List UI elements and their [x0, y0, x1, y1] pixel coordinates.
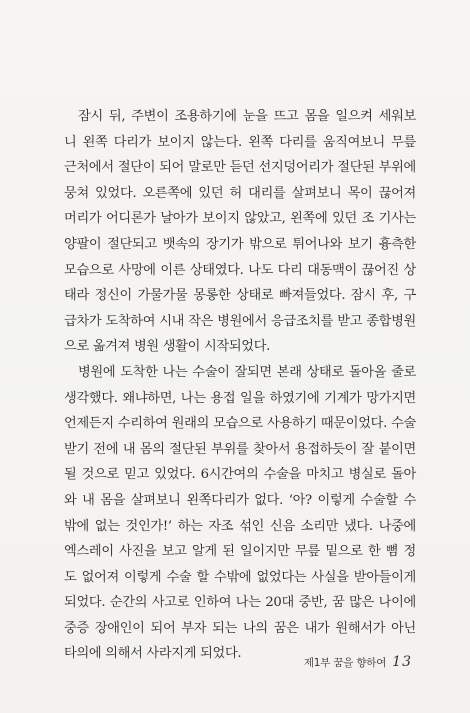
- text-line: 될 것으로 믿고 있었다. 6시간여의 수술을 마치고 병실로 돌아: [64, 467, 416, 483]
- text-line: 뭉쳐 있었다. 오른쪽에 있던 허 대리를 살펴보니 목이 끊어져: [64, 185, 416, 201]
- text-line: 와 내 몸을 살펴보니 왼쪽다리가 없다. ‘아? 이렇게 수술할 수: [64, 492, 416, 508]
- text-line: 니 왼쪽 다리가 보이지 않는다. 왼쪽 다리를 움직여보니 무릎: [64, 134, 416, 150]
- page-number: 13: [392, 654, 412, 670]
- text-line: 으로 옮겨져 병원 생활이 시작되었다.: [64, 339, 271, 355]
- text-line: 급차가 도착하여 시내 작은 병원에서 응급조치를 받고 종합병원: [64, 313, 416, 329]
- text-line: 태라 정신이 가물가물 몽롱한 상태로 빠져들었다. 잠시 후, 구: [64, 288, 416, 304]
- text-line: 밖에 없는 것인가!’ 하는 자조 섞인 신음 소리만 냈다. 나중에: [64, 518, 416, 534]
- text-line: 도 없어져 이렇게 수술 할 수밖에 없었다는 사실을 받아들이게: [64, 569, 416, 585]
- text-line: 근처에서 절단이 되어 말로만 듣던 선지덩어리가 절단된 부위에: [64, 160, 416, 176]
- paragraph-2: [64, 360, 416, 667]
- text-line: 타의에 의해서 사라지게 되었다.: [64, 646, 242, 662]
- text-line: 되었다. 순간의 사고로 인하여 나는 20대 중반, 꿈 많은 나이에: [64, 595, 416, 611]
- text-line: 병원에 도착한 나는 수술이 잘되면 본래 상태로 돌아올 줄로: [78, 364, 416, 380]
- text-line: 생각했다. 왜냐하면, 나는 용접 일을 하였기에 기계가 망가지면: [64, 390, 416, 406]
- text-line: 언제든지 수리하여 원래의 모습으로 사용하기 때문이었다. 수술: [64, 416, 416, 432]
- running-footer-section-title: 제1부 꿈을 향하여: [303, 657, 387, 669]
- page-footer: [304, 654, 412, 670]
- text-line: 중증 장애인이 되어 부자 되는 나의 꿈은 내가 원해서가 아닌: [64, 620, 416, 636]
- text-line: 모습으로 사망에 이른 상태였다. 나도 다리 대동맥이 끊어진 상: [64, 262, 416, 278]
- text-line: 잠시 뒤, 주변이 조용하기에 눈을 뜨고 몸을 일으켜 세워보: [78, 109, 416, 124]
- text-line: 받기 전에 내 몸의 절단된 부위를 찾아서 용접하듯이 잘 붙이면: [64, 441, 416, 457]
- text-line: 엑스레이 사진을 보고 알게 된 일이지만 무릎 밑으로 한 뼘 정: [64, 544, 416, 560]
- text-line: 양팔이 절단되고 뱃속의 장기가 밖으로 튀어나와 보기 흉측한: [64, 236, 416, 252]
- paragraph-1: [64, 104, 416, 360]
- text-line: 머리가 어디론가 날아가 보이지 않았고, 왼쪽에 있던 조 기사는: [64, 211, 416, 227]
- body-text: [64, 104, 416, 667]
